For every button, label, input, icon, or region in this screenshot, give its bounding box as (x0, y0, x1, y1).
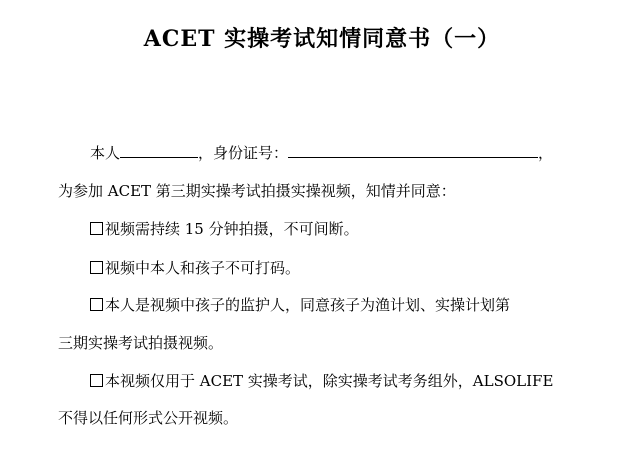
line-end-punct: ， (538, 144, 554, 162)
document-title: ACET 实操考试知情同意书（一） (143, 26, 501, 52)
item-3-text: 本人是视频中孩子的监护人，同意孩子为渔计划、实操计划第 (105, 296, 511, 314)
intro-statement: 为参加 ACET 第三期实操考试拍摄实操视频，知情并同意： (58, 182, 456, 200)
consent-item-1 (90, 219, 359, 239)
consent-item-3 (90, 295, 510, 315)
item-3-continuation: 三期实操考试拍摄视频。 (58, 334, 224, 352)
name-blank-field[interactable] (120, 143, 198, 158)
item-4-continuation: 不得以任何形式公开视频。 (58, 409, 239, 427)
consent-item-4 (90, 371, 553, 391)
item-4-checkbox[interactable] (90, 374, 103, 387)
self-label: 本人 (90, 144, 121, 162)
item-3-checkbox[interactable] (90, 298, 103, 311)
item-4-text: 本视频仅用于 ACET 实操考试，除实操考试考务组外，ALSOLIFE (105, 372, 554, 390)
item-1-text: 视频需持续 15 分钟拍摄，不可间断。 (105, 220, 359, 238)
item-2-checkbox[interactable] (90, 261, 103, 274)
consent-item-2 (90, 258, 300, 278)
item-1-checkbox[interactable] (90, 222, 103, 235)
item-2-text: 视频中本人和孩子不可打码。 (105, 259, 301, 277)
id-number-blank-field[interactable] (288, 143, 538, 158)
name-id-line (90, 143, 553, 163)
id-label: ，身份证号： (198, 144, 289, 162)
